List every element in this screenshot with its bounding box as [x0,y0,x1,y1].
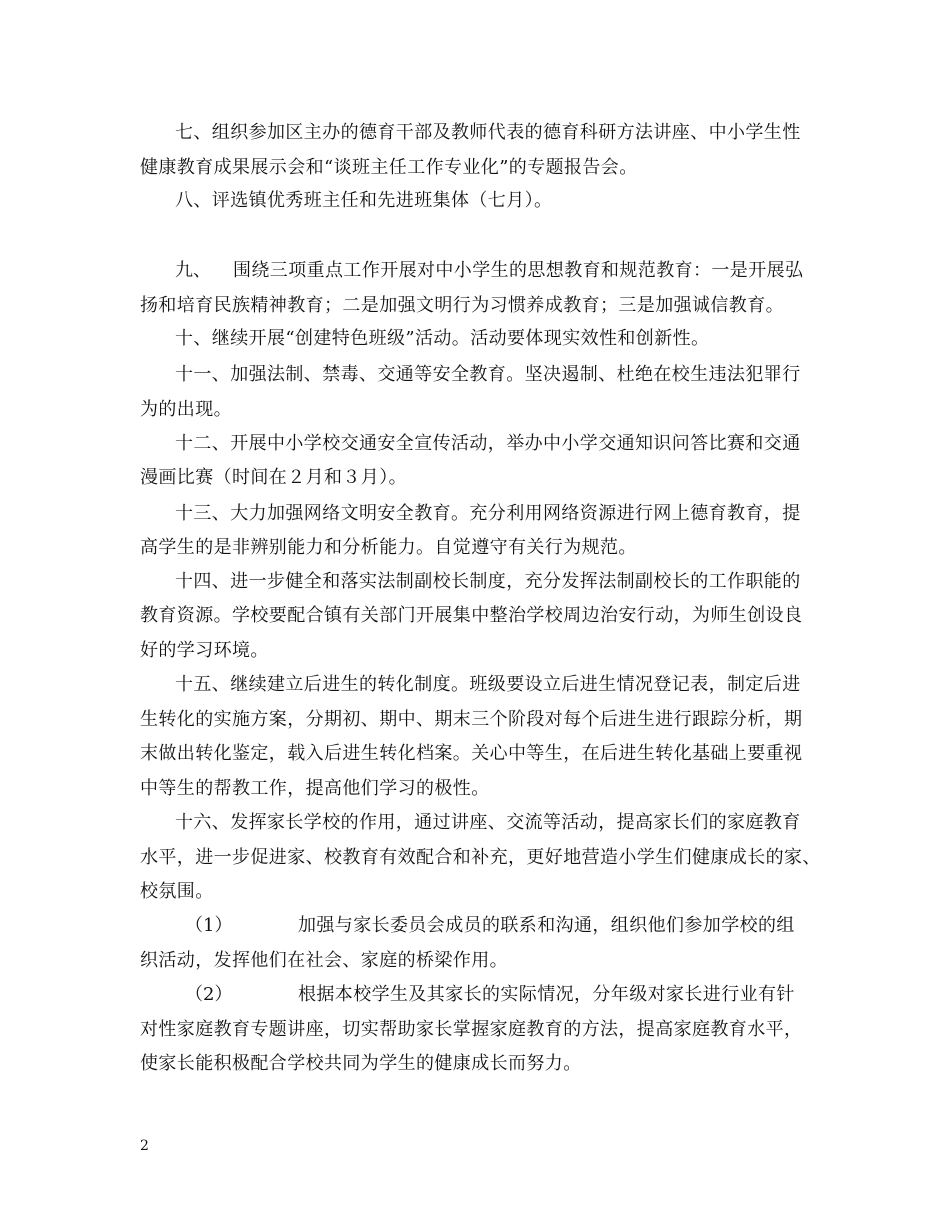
paragraph-7-line-2: 健康教育成果展示会和“谈班主任工作专业化”的专题报告会。 [140,157,638,178]
paragraph-15-line-4: 中等生的帮教工作，提高他们学习的极性。 [140,778,490,799]
paragraph-14-line-1: 十四、进一步健全和落实法制副校长制度，充分发挥法制副校长的工作职能的 [175,571,801,592]
item-1-label: （1） [185,915,233,936]
paragraph-16-line-1: 十六、发挥家长学校的作用，通过讲座、交流等活动，提高家长们的家庭教育 [175,812,801,833]
paragraph-13-line-2: 高学生的是非辨别能力和分析能力。自觉遵守有关行为规范。 [140,537,637,558]
paragraph-9-line-2: 扬和培育民族精神教育；二是加强文明行为习惯养成教育；三是加强诚信教育。 [140,295,784,316]
paragraph-13-line-1: 十三、大力加强网络文明安全教育。充分利用网络资源进行网上德育教育，提 [175,503,801,524]
paragraph-8-line-1: 八、评选镇优秀班主任和先进班集体（七月）。 [175,190,553,211]
item-1-line-1: 加强与家长委员会成员的联系和沟通，组织他们参加学校的组 [298,915,795,936]
paragraph-14-line-2: 教育资源。学校要配合镇有关部门开展集中整治学校周边治安行动，为师生创设良 [140,605,803,626]
paragraph-12-line-1: 十二、开展中小学校交通安全宣传活动，举办中小学交通知识问答比赛和交通 [175,433,801,454]
item-1-line-2: 织活动，发挥他们在社会、家庭的桥梁作用。 [140,950,508,971]
paragraph-14-line-3: 好的学习环境。 [140,640,269,661]
item-2-line-2: 对性家庭教育专题讲座，切实帮助家长掌握家庭教育的方法，提高家庭教育水平， [140,1019,803,1040]
paragraph-9-label: 九、 [175,260,211,281]
paragraph-12-line-2: 漫画比赛（时间在２月和３月）。 [140,467,407,488]
paragraph-15-line-3: 末做出转化鉴定，载入后进生转化档案。关心中等生，在后进生转化基础上要重视 [140,743,803,764]
paragraph-15-line-1: 十五、继续建立后进生的转化制度。班级要设立后进生情况登记表，制定后进 [175,674,801,695]
paragraph-10-line-1: 十、继续开展“创建特色班级”活动。活动要体现实效性和创新性。 [175,328,710,349]
item-2-line-3: 使家长能积极配合学校共同为学生的健康成长而努力。 [140,1053,582,1074]
page-number: 2 [140,1138,149,1154]
paragraph-15-line-2: 生转化的实施方案，分期初、期中、期末三个阶段对每个后进生进行跟踪分析，期 [140,709,803,730]
paragraph-16-line-3: 校氛围。 [140,881,214,902]
paragraph-11-line-1: 十一、加强法制、禁毒、交通等安全教育。坚决遏制、杜绝在校生违法犯罪行 [175,364,801,385]
paragraph-7-line-1: 七、组织参加区主办的德育干部及教师代表的德育科研方法讲座、中小学生性 [175,122,801,143]
paragraph-16-line-2: 水平，进一步促进家、校教育有效配合和补充，更好地营造小学生们健康成长的家、 [140,847,821,868]
paragraph-11-line-2: 为的出现。 [140,399,232,420]
item-2-line-1: 根据本校学生及其家长的实际情况，分年级对家长进行业有针 [298,984,795,1005]
paragraph-9-line-1: 围绕三项重点工作开展对中小学生的思想教育和规范教育：一是开展弘 [233,260,804,281]
item-2-label: （2） [185,984,233,1005]
